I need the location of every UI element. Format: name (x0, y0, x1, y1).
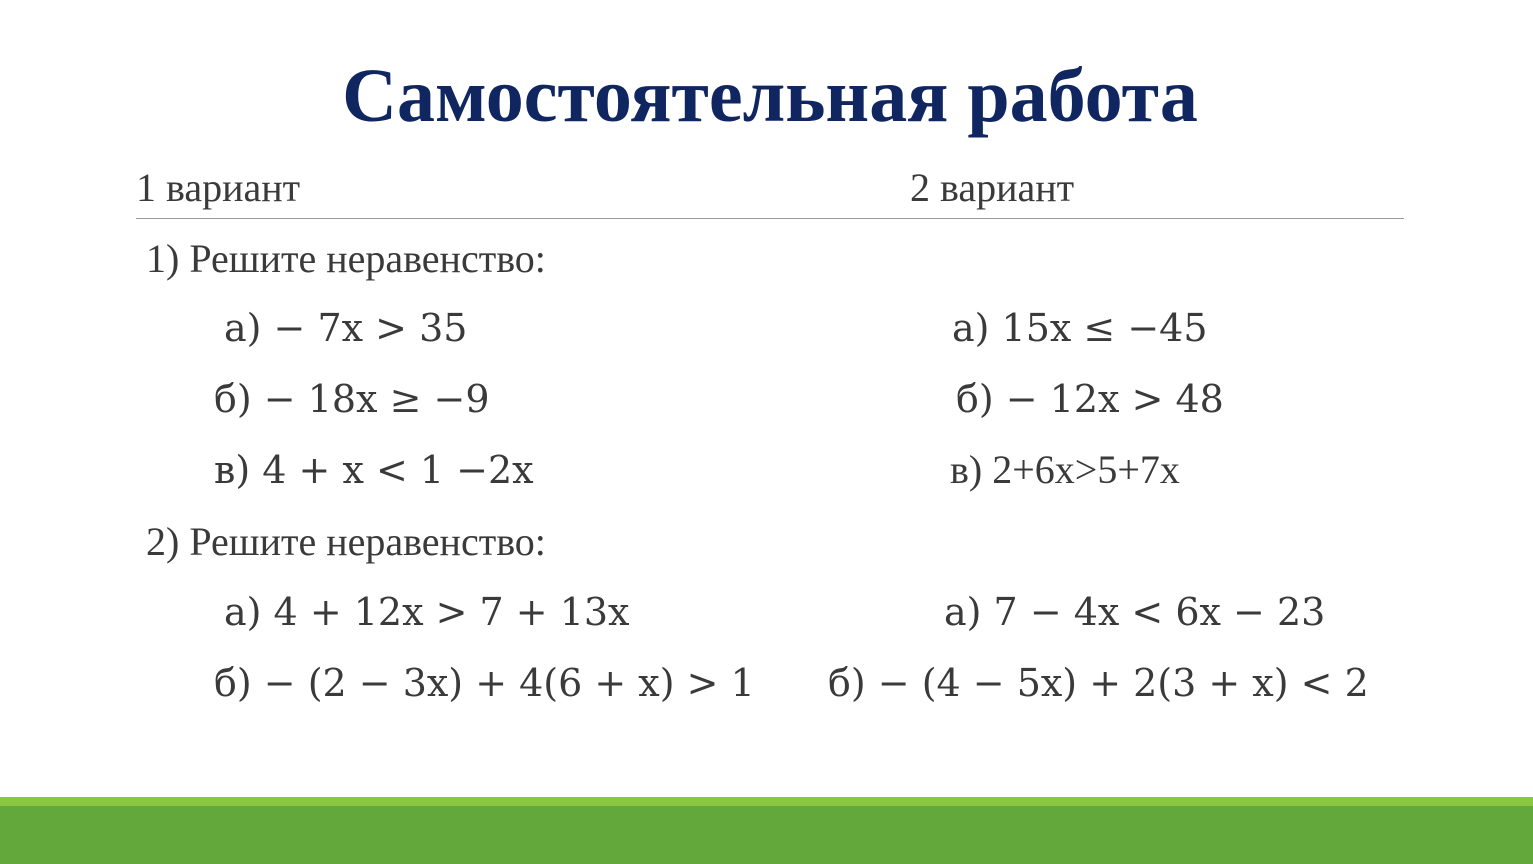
task-2-heading: 2) Решите неравенство: (146, 519, 546, 564)
task-2-v1-item-a: а) 4 + 12x > 7 + 13x (224, 590, 630, 634)
task-1-v1-item-b: б) − 18x ≥ −9 (214, 377, 490, 421)
footer-bar-dark (0, 806, 1533, 864)
slide-title: Самостоятельная работа (342, 54, 1198, 138)
footer-bar-light (0, 797, 1533, 806)
task-1-v1-item-a: а) − 7x > 35 (224, 306, 468, 350)
header-divider (136, 218, 1404, 219)
task-1-heading: 1) Решите неравенство: (146, 236, 546, 281)
task-1-v2-item-c: в) 2+6x>5+7x (950, 447, 1180, 492)
variant-1-label: 1 вариант (136, 165, 301, 210)
task-2-v1-item-b: б) − (2 − 3x) + 4(6 + x) > 1 (214, 661, 755, 705)
variant-2-label: 2 вариант (910, 165, 1075, 210)
task-1-v1-item-c: в) 4 + x < 1 −2x (214, 448, 534, 492)
task-1-v2-item-b: б) − 12x > 48 (956, 377, 1224, 421)
task-2-v2-item-a: а) 7 − 4x < 6x − 23 (944, 590, 1326, 634)
task-2-v2-item-b: б) − (4 − 5x) + 2(3 + x) < 2 (828, 661, 1369, 705)
task-1-v2-item-a: а) 15x ≤ −45 (952, 306, 1208, 350)
